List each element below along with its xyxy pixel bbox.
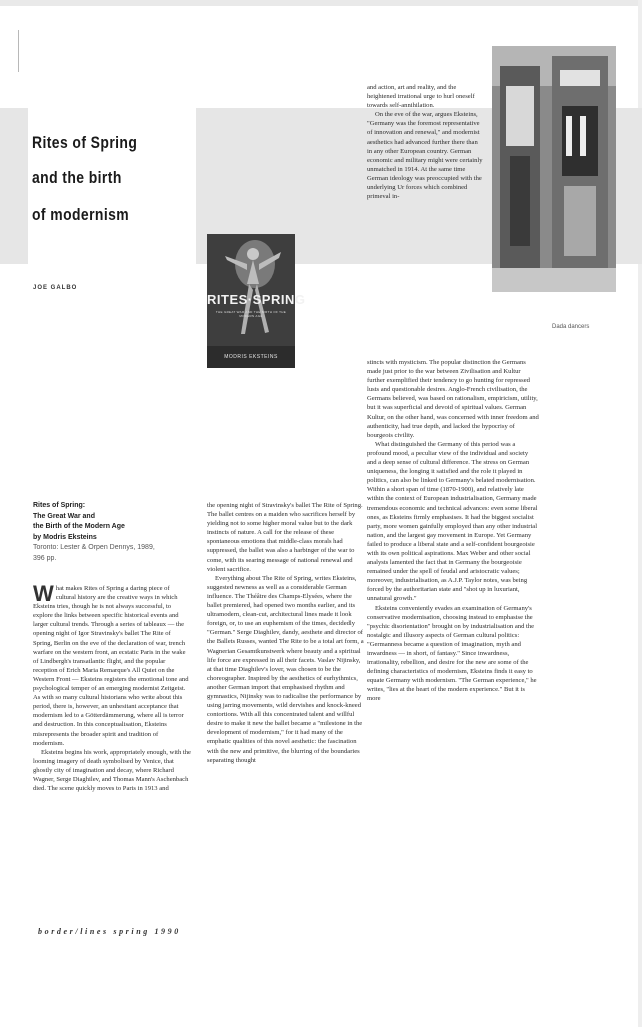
article-title-line-1: Rites of Spring bbox=[32, 133, 138, 152]
article-author: JOE GALBO bbox=[33, 285, 78, 291]
page-footer: border/lines spring 1990 bbox=[38, 927, 181, 936]
book-title-line-2: The Great War and bbox=[33, 512, 95, 520]
photo-caption: Dada dancers bbox=[552, 324, 590, 330]
book-cover-subtitle: THE GREAT WAR AND THE BIRTH OF THE MODERN AGE bbox=[215, 310, 287, 318]
text-column-3-top bbox=[367, 83, 484, 201]
text-column-3-bottom bbox=[367, 358, 539, 704]
page-fold-mark bbox=[18, 30, 19, 72]
book-title-line-3: the Birth of the Modern Age bbox=[33, 523, 125, 530]
paragraph: stincts with mysticism. The popular distinction the Germans made just prior to the war between Zivilisation and Kultur further exemplified their tendency to go hunting for repressed lusts and questionable desires. Anglo-French civilisation, the Germans believed, was based on rationalism, empiricism, utility, but it was superficial and devoid of spiritual values. German Kultur, on the other hand, was concerned with inner freedom and authenticity, had true depth, and lacked the hypocrisy of bourgeois civility. bbox=[367, 359, 539, 439]
paragraph: What distinguished the Germany of this period was a profound mood, a peculiar view of the individual and society and a deep sense of cultural difference. The stress on German uniqueness, the longing it satisfied and the role it played in politics, can also be linked to Germany's belated modernisation. Within a short span of time (1870-1900), and relatively late within the context of European industrialisation, Germany made tremendous economic and technical advances: even some liberal ones, as Eksteins firmly emphasises. It had the biggest socialist party, more women gainfully employed than any other industrial nation, and the largest gay movement in Europe. Yet Germany failed to produce a liberal state and a self-confident bourgeoisie with its own political aspirations. Max Weber and other social analysts lamented the fact that in Germany the bourgeoisie remained under the spell of feudal and aristocratic values; moreover, industrialisation, as A.J.P. Taylor notes, was being forced by the authoritarian state and "shot up in luxuriant, unnatural growth." bbox=[367, 440, 538, 603]
text-column-2 bbox=[207, 501, 365, 765]
book-pages: 396 pp. bbox=[33, 554, 57, 562]
book-cover-author: MODRIS EKSTEINS bbox=[224, 354, 278, 360]
book-cover-image bbox=[207, 234, 306, 368]
paragraph: Eksteins begins his work, appropriately enough, with the looming imagery of death symbolised by Venice, that ghostly city of imagination and decay, where Richard Wagner, Serge Diaghilev, and Thomas Mann's Aschenbach died. The scene quickly moves to Paris in 1913 and bbox=[33, 748, 191, 793]
article-title-line-2: and the birth bbox=[32, 168, 122, 187]
scan-edge-top bbox=[0, 0, 642, 6]
text-column-1 bbox=[33, 581, 191, 793]
paragraph: Everything about The Rite of Spring, writes Eksteins, suggested newness as well as a considerable German influence. The Théâtre des Champs-Elysées, where the ballet premiered, had opened two months earlier, and its ultramodern, clean-cut, architectural lines made it look foreign, or, to use an euphemism of the times, decidedly "German." Serge Diaghilev, dandy, aesthete and director of the Ballets Russes, wanted The Rite to be a total art form, a Wagnerian Gesamtkunstwerk where beauty and a spiritual life force are expressed in all their facets. Vaslav Nijinsky, at that time Diaghilev's lover, was chosen to be the choreographer. Inspired by the aesthetics of eurhythmics, another German import that emphasised rhythm and gymnastics, Nijinsky was to radicalise the performance by using jarring movements, wild dervishes and knock-kneed contortions. With all this concentrated talent and willful desire to make it new the ballet became a "milestone in the development of modernism," for it had many of the emphatic qualities of this novel aesthetic: the fascination with the new and primitive, the blurring of the boundaries separating thought bbox=[207, 574, 364, 764]
paragraph: What makes Rites of Spring a daring piece of cultural history are the creative ways in which Eksteins tries, though he is not always successful, to explore the links between specific historical events and larger cultural trends. Through a series of tableaux — the opening night of Igor Stravinsky's ballet The Rite of Spring, Berlin on the eve of the declaration of war, trench warfare on the western front, an ecstatic Paris in the wake of Lindbergh's transatlantic flight, and the popular reception of Erich Maria Remarque's All Quiet on the Western Front — Eksteins registers the emotional tone and psychological temper of an emerging modernist Zeitgeist. As with so many cultural historians who write about this period, there is, however, an unhesitant acceptance that modernism led to a Götterdämmerung, where all is terror and destruction. In this conceptualisation, Eksteins misrepresents the broader spirit and tradition of modernism. bbox=[33, 581, 189, 747]
book-author: by Modris Eksteins bbox=[33, 533, 97, 541]
article-title-line-3: of modernism bbox=[32, 205, 130, 224]
book-title-line-1: Rites of Spring: bbox=[33, 502, 86, 509]
book-info bbox=[33, 501, 193, 564]
book-cover-title: RITES·SPRING bbox=[207, 292, 306, 307]
paragraph: Eksteins conveniently evades an examination of Germany's conservative modernisation, choosing instead to emphasise the "psychic disorientation" brought on by industrialisation and the nostalgic and illusory aspects of German cultural politics: "Germanness became a question of imagination, myth and inwardness — in short, of fantasy." Since inwardness, irrationality, rebellion, and desire for the new are some of the defining characteristics of modernism, Eksteins finds it easy to equate Germany with modernism. "The German experience," he writes, "lies at the heart of the modern experience." But it is more bbox=[367, 604, 537, 703]
paragraph: and action, art and reality, and the heightened irrational urge to hurl oneself towards self-annihilation. bbox=[367, 84, 475, 110]
book-publisher: Toronto: Lester & Orpen Dennys, 1989, bbox=[33, 544, 155, 551]
dada-dancers-photo bbox=[492, 46, 616, 292]
paragraph: the opening night of Stravinsky's ballet The Rite of Spring. The ballet centres on a maiden who sacrifices herself by yielding not to some higher moral value but to the dark instincts of nature. A call for the release of these spontaneous emotions that middle-class morals had suppressed, the ballet was also a harbinger of the war to come, with its searing message of national renewal and violent sacrifice. bbox=[207, 502, 363, 573]
paragraph: On the eve of the war, argues Eksteins, "Germany was the foremost representative of innovation and renewal," and modernist aesthetics had advanced further there than in any other European country. German economic and military might were certainly unmatched in 1914. At the same time German ideology was preoccupied with the underlying Ur forces which combined primeval in- bbox=[367, 111, 483, 201]
dancers-photo-icon bbox=[492, 46, 616, 292]
